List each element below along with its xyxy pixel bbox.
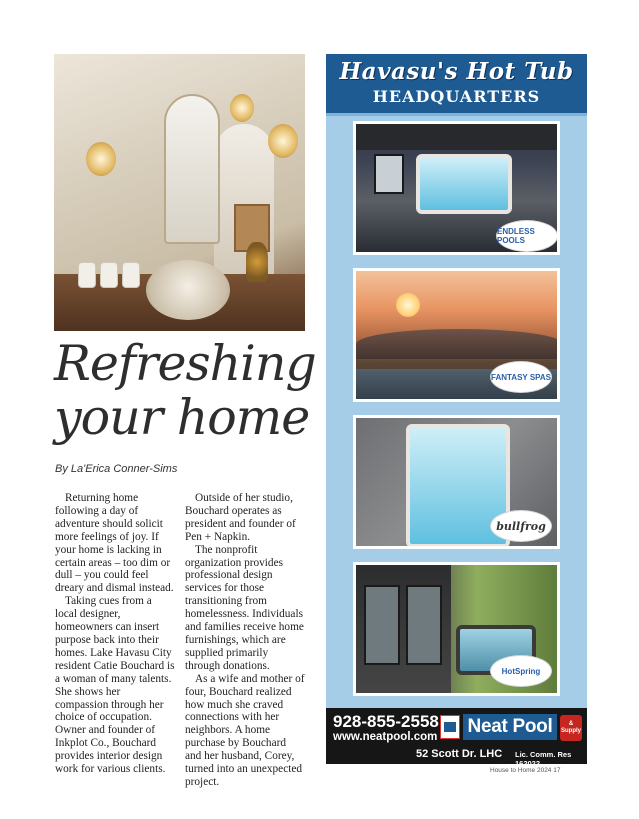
title-line-1: Refreshing [54,335,316,392]
supply-badge: & Supply [560,715,582,741]
brand-badge-hotspring: HotSpring [490,655,552,687]
store-address: 52 Scott Dr. LHC [416,748,503,760]
company-name: Neat Pool [463,714,557,740]
paragraph: As a wife and mother of four, Bouchard realized how much she craved connections with her neighbors. A home purchase by Bouchard and her husband, Corey, turned into an unexpected project. [185,672,305,788]
mountain-ridge [356,329,560,359]
ad-title: Havasu's Hot Tub [339,58,574,85]
paragraph: Returning home following a day of adventure should solicit more feelings of joy. If your home is lacking in certain areas – too dim or dull – you could feel dreary and dismal instead. [55,492,174,595]
hero-bathroom-photo [54,54,305,331]
paragraph: The nonprofit organization provides professional design services for those transitioning from homelessness. Individuals and families receive home furnishings, which are supplied primarily through donations. [185,543,304,672]
hot-tub-advertisement [326,54,587,768]
article-title [54,337,314,445]
pendant-lamp [268,124,298,158]
vessel-sink [146,260,230,320]
ad-footer [326,708,587,768]
paragraph: Taking cues from a local designer, homeowners can insert purpose back into their homes. Lake Havasu City resident Catie Bouchard is a woman of many talents. She shows her compassion through her choice of occupation. Owner and founder of Inkplot Co., Bouchard provides interior design work for various clients. [55,595,175,776]
article-column-1 [55,492,175,776]
ad-header [326,54,587,116]
title-line-2: your home [54,389,310,446]
arched-mirror [164,94,220,244]
paragraph: Outside of her studio, Bouchard operates as president and founder of Pen + Napkin. [185,492,296,543]
roof [356,124,560,150]
glass-door [406,585,442,665]
page-folio: House to Home 2024 17 [490,767,561,774]
article-column-2 [185,492,305,789]
ad-photo-hotspring [353,562,560,696]
phone-number[interactable]: 928-855-2558 [333,712,439,731]
brand-badge-endless-pools: ENDLESS POOLS [496,220,558,252]
flower-vase [246,242,268,282]
apothecary-jar [78,262,96,288]
license-number: Lic. Comm. Res 162022 [515,750,572,768]
apothecary-jar [122,262,140,288]
ad-subtitle: HEADQUARTERS [372,87,541,106]
house-logo-icon [440,715,460,739]
ad-photo-fantasy-spas [353,268,560,402]
ad-photo-bullfrog [353,415,560,549]
wall-sconce-lamp [86,142,116,176]
glass-door [364,585,400,665]
pendant-lamp [230,94,254,122]
byline: By La'Erica Conner-Sims [55,463,178,475]
swim-spa [416,154,512,214]
website-link[interactable]: www.neatpool.com [333,731,438,743]
brand-badge-fantasy-spas: FANTASY SPAS [490,361,552,393]
ad-photo-endless-pools [353,121,560,255]
apothecary-jar [100,262,118,288]
brand-badge-bullfrog: bullfrog [490,510,552,542]
sunset-sun [396,293,420,317]
window [374,154,404,194]
